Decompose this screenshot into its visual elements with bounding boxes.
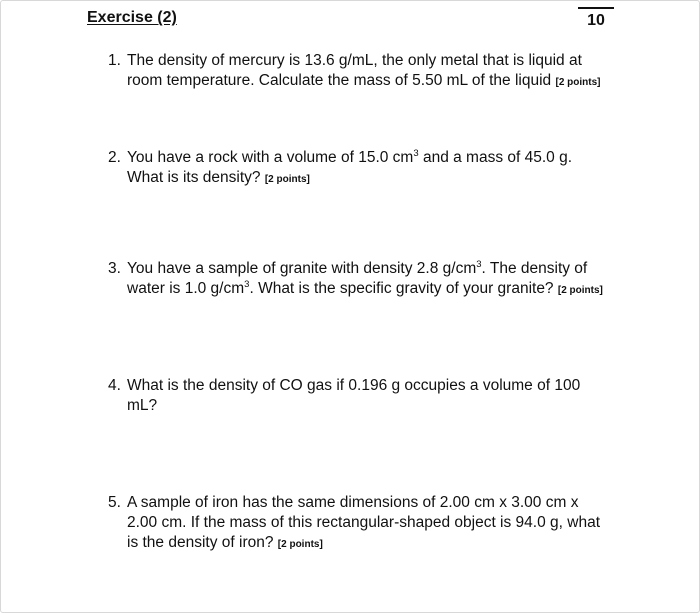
superscript: 3 <box>413 147 419 159</box>
question-text: You have a sample of granite with density 2.8 g/cm <box>127 260 477 277</box>
question-text-line: is the density of iron? <box>127 534 274 551</box>
question-text-line: A sample of iron has the same dimensions of 2.00 cm x 3.00 cm x <box>127 494 579 511</box>
question-text-line: mL? <box>127 397 158 414</box>
question-text-line: What is its density? <box>127 169 261 186</box>
question-3 <box>108 259 628 301</box>
question-4 <box>108 376 628 416</box>
question-number: 1. <box>108 52 121 69</box>
question-number: 2. <box>108 149 121 166</box>
question-1 <box>108 51 628 93</box>
points-label: [2 points] <box>277 539 323 550</box>
superscript: 3 <box>244 278 250 290</box>
points-label: [2 points] <box>555 77 601 88</box>
question-text-line: The density of mercury is 13.6 g/mL, the only metal that is liquid at <box>127 52 582 69</box>
question-text-line: 2.00 cm. If the mass of this rectangular-shaped object is 94.0 g, what <box>127 514 600 531</box>
score-total: 10 <box>578 7 614 30</box>
points-label: [2 points] <box>264 174 310 185</box>
question-text: . The density of <box>481 260 588 277</box>
points-label: [2 points] <box>557 285 603 296</box>
question-text-line: room temperature. Calculate the mass of 5.50 mL of the liquid <box>127 72 552 89</box>
question-text: and a mass of 45.0 g. <box>418 149 573 166</box>
question-5 <box>108 493 628 555</box>
superscript: 3 <box>476 258 482 270</box>
question-number: 5. <box>108 494 121 511</box>
question-number: 3. <box>108 260 121 277</box>
question-number: 4. <box>108 377 121 394</box>
question-2 <box>108 148 628 190</box>
question-text: You have a rock with a volume of 15.0 cm <box>127 149 414 166</box>
question-text: water is 1.0 g/cm <box>127 280 245 297</box>
exercise-title: Exercise (2) <box>87 9 177 26</box>
question-text-line: What is the density of CO gas if 0.196 g occupies a volume of 100 <box>127 377 581 394</box>
question-text: . What is the specific gravity of your granite? <box>249 280 554 297</box>
